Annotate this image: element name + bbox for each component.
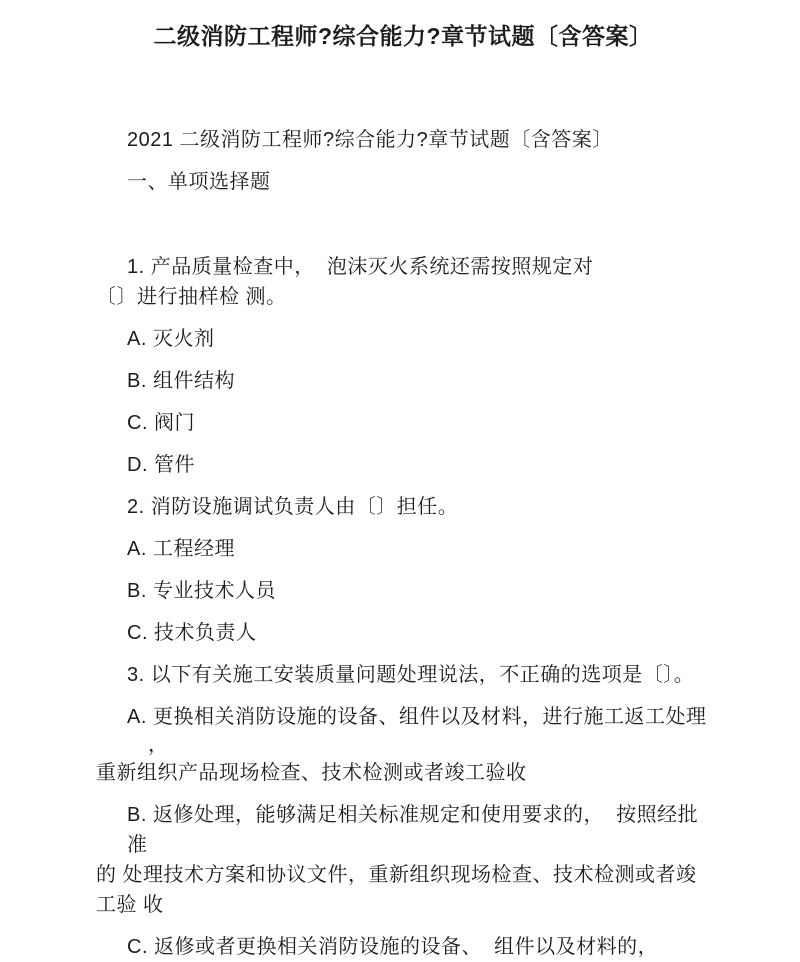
question-3-option-b-line-1: B. 返修处理，能够满足相关标准规定和使用要求的， 按照经批准 bbox=[127, 804, 699, 856]
question-3-option-a-line-1: A. 更换相关消防设施的设备、组件以及材料，进行施工返工处理 bbox=[127, 706, 707, 728]
question-1-option-a: A. 灭火剂 bbox=[127, 328, 215, 350]
question-3-option-b-line-3: 工验 收 bbox=[96, 894, 164, 916]
question-2-option-a: A. 工程经理 bbox=[127, 538, 235, 560]
section-heading-single-choice: 一、单项选择题 bbox=[127, 171, 271, 193]
question-2-option-b: B. 专业技术人员 bbox=[127, 580, 276, 602]
document-page bbox=[0, 14, 800, 958]
question-3-option-c-line-1: C. 返修或者更换相关消防设施的设备、 组件以及材料的， bbox=[127, 936, 659, 958]
question-1-option-b: B. 组件结构 bbox=[127, 370, 235, 392]
question-1-text-line-2: 〔〕进行抽样检 测。 bbox=[96, 286, 287, 308]
document-subtitle: 2021 二级消防工程师?综合能力?章节试题〔含答案〕 bbox=[127, 129, 613, 151]
question-3-option-a-line-2: ， bbox=[148, 734, 169, 756]
question-3-option-a-line-3: 重新组织产品现场检查、技术检测或者竣工验收 bbox=[96, 762, 527, 784]
document-title: 二级消防工程师?综合能力?章节试题〔含答案〕 bbox=[153, 23, 653, 49]
question-1-option-d: D. 管件 bbox=[127, 454, 196, 476]
question-1-text-line-1: 1. 产品质量检查中， 泡沫灭火系统还需按照规定对 bbox=[127, 256, 594, 278]
question-3-option-b-line-2: 的 处理技术方案和协议文件，重新组织现场检查、技术检测或者竣 bbox=[96, 864, 697, 886]
question-3-text-line-1: 3. 以下有关施工安装质量问题处理说法，不正确的选项是〔〕。 bbox=[127, 664, 695, 686]
question-1-option-c: C. 阀门 bbox=[127, 412, 196, 434]
question-2-option-c: C. 技术负责人 bbox=[127, 622, 257, 644]
question-2-text-line-1: 2. 消防设施调试负责人由〔〕担任。 bbox=[127, 496, 459, 518]
